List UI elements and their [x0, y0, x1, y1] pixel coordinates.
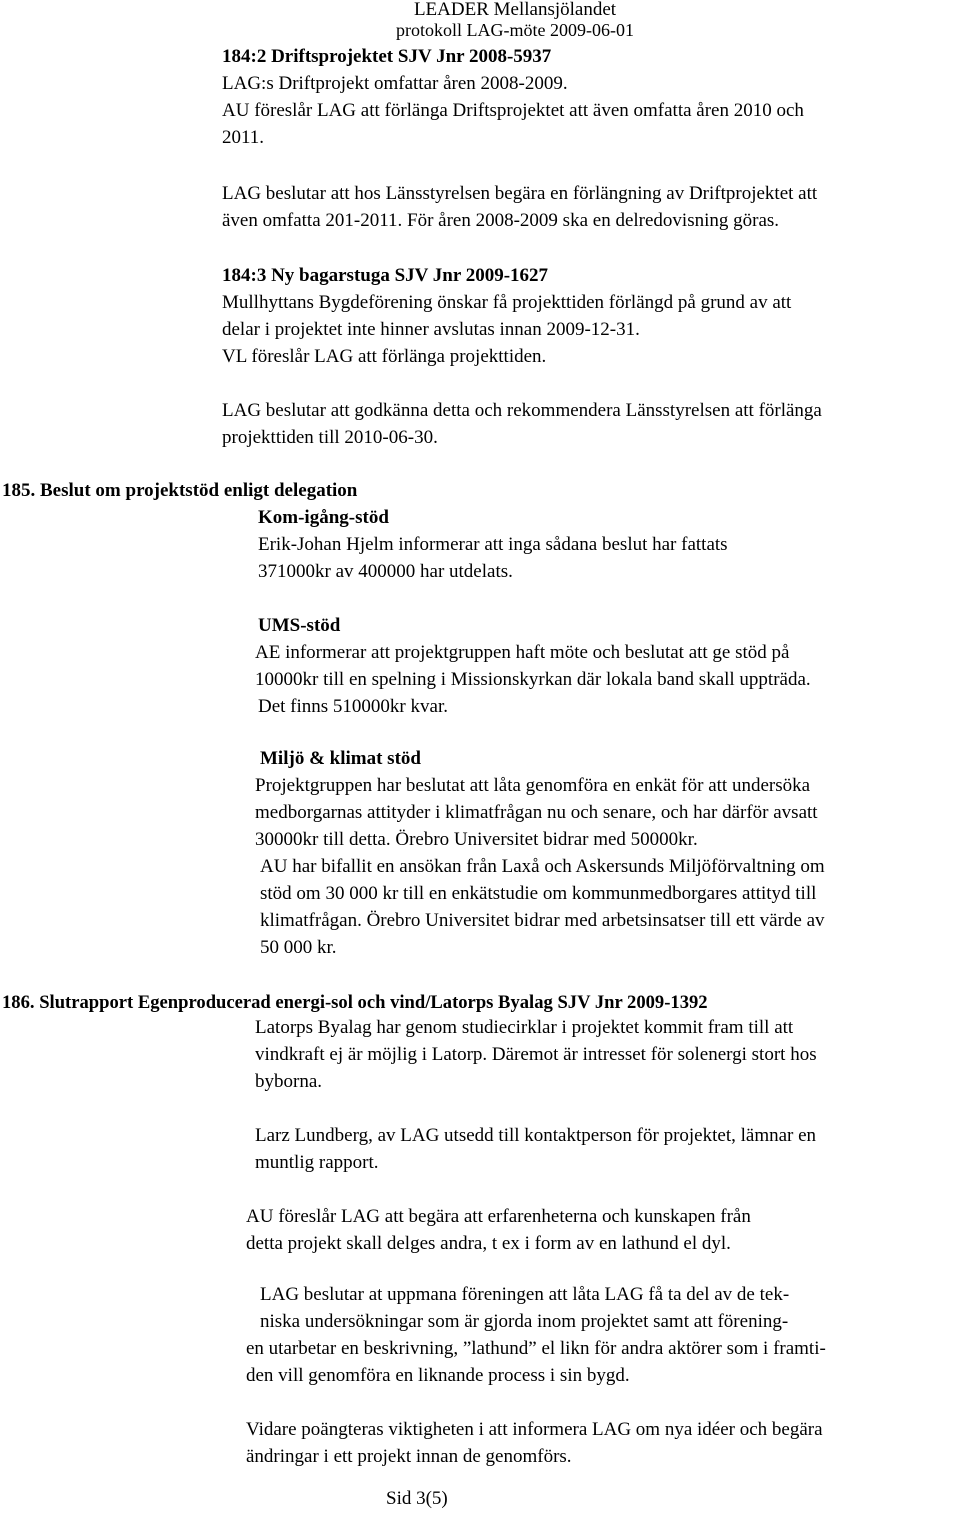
- text-line: Mullhyttans Bygdeförening önskar få projekttiden förlängd på grund av att: [222, 292, 792, 313]
- section-184-3: [222, 262, 791, 370]
- text-line: byborna.: [255, 1071, 323, 1092]
- text-line: medborgarnas attityder i klimatfrågan nu och senare, och har därför avsatt: [255, 802, 818, 823]
- text-line: projekttiden till 2010-06-30.: [222, 427, 438, 448]
- header-organisation: LEADER Mellansjölandet: [413, 0, 617, 20]
- section-186-report: [255, 1014, 817, 1095]
- text-line: AU föreslår LAG att förlänga Driftsprojektet att även omfatta åren 2010 och: [222, 100, 804, 121]
- text-line: den vill genomföra en liknande process i sin bygd.: [246, 1365, 630, 1386]
- section-184-2-decision: [222, 180, 817, 234]
- subsection-title: UMS-stöd: [258, 615, 341, 636]
- section-184-2: [222, 43, 804, 151]
- section-184-3-decision: [222, 397, 822, 451]
- section-title: 184:3 Ny bagarstuga SJV Jnr 2009-1627: [222, 265, 549, 286]
- subsection-title: Kom-igång-stöd: [258, 507, 389, 528]
- section-186-proposal: [246, 1203, 751, 1257]
- text-line: LAG beslutar att godkänna detta och rekommendera Länsstyrelsen att förlänga: [222, 400, 822, 421]
- text-line: Latorps Byalag har genom studiecirklar i projektet kommit fram till att: [255, 1017, 794, 1038]
- text-line: AE informerar att projektgruppen haft möte och beslutat att ge stöd på: [255, 642, 790, 663]
- text-line: 50 000 kr.: [260, 937, 337, 958]
- text-line: 2011.: [222, 127, 265, 148]
- section-title: 184:2 Driftsprojektet SJV Jnr 2008-5937: [222, 46, 552, 67]
- text-line: LAG:s Driftprojekt omfattar åren 2008-2009.: [222, 73, 568, 94]
- text-line: detta projekt skall delges andra, t ex i form av en lathund el dyl.: [246, 1233, 731, 1254]
- text-line: AU föreslår LAG att begära att erfarenheterna och kunskapen från: [246, 1206, 751, 1227]
- subsection-kom-igang: [258, 504, 728, 585]
- section-186-oral-report: [255, 1122, 816, 1176]
- text-line: Erik-Johan Hjelm informerar att inga sådana beslut har fattats: [258, 534, 728, 555]
- section-186-note: [246, 1416, 823, 1470]
- text-line: LAG beslutar att hos Länsstyrelsen begära en förlängning av Driftprojektet att: [222, 183, 818, 204]
- text-line: ändringar i ett projekt innan de genomförs.: [246, 1446, 572, 1467]
- page-number: Sid 3(5): [386, 1488, 448, 1509]
- subsection-ums: [255, 612, 811, 720]
- text-line: 371000kr av 400000 har utdelats.: [258, 561, 513, 582]
- text-line: Projektgruppen har beslutat att låta genomföra en enkät för att undersöka: [255, 775, 811, 796]
- text-line: vindkraft ej är möjlig i Latorp. Däremot är intresset för solenergi stort hos: [255, 1044, 817, 1065]
- section-185-title: 185. Beslut om projektstöd enligt delegation: [2, 480, 358, 501]
- text-line: niska undersökningar som är gjorda inom projektet samt att förening-: [260, 1311, 789, 1332]
- text-line: stöd om 30 000 kr till en enkätstudie om kommunmedborgares attityd till: [260, 883, 817, 904]
- text-line: AU har bifallit en ansökan från Laxå och Askersunds Miljöförvaltning om: [260, 856, 825, 877]
- text-line: delar i projektet inte hinner avslutas innan 2009-12-31.: [222, 319, 640, 340]
- text-line: Larz Lundberg, av LAG utsedd till kontaktperson för projektet, lämnar en: [255, 1125, 817, 1146]
- header-protocol: protokoll LAG-möte 2009-06-01: [396, 20, 634, 40]
- text-line: Vidare poängteras viktigheten i att informera LAG om nya idéer och begära: [246, 1419, 823, 1440]
- text-line: 30000kr till detta. Örebro Universitet bidrar med 50000kr.: [255, 829, 698, 850]
- text-line: LAG beslutar at uppmana föreningen att låta LAG få ta del av de tek-: [260, 1284, 790, 1305]
- text-line: klimatfrågan. Örebro Universitet bidrar med arbetsinsatser till ett värde av: [260, 910, 825, 931]
- text-line: 10000kr till en spelning i Missionskyrkan där lokala band skall uppträda.: [255, 669, 811, 690]
- text-line: muntlig rapport.: [255, 1152, 379, 1173]
- section-186-decision: [246, 1281, 826, 1389]
- text-line: även omfatta 201-2011. För åren 2008-2009 ska en delredovisning göras.: [222, 210, 780, 231]
- text-line: en utarbetar en beskrivning, ”lathund” el likn för andra aktörer som i framti-: [246, 1338, 826, 1359]
- subsection-title: Miljö & klimat stöd: [260, 748, 421, 769]
- text-line: Det finns 510000kr kvar.: [258, 696, 448, 717]
- text-line: VL föreslår LAG att förlänga projekttiden.: [222, 346, 547, 367]
- subsection-miljo-klimat: [255, 745, 825, 961]
- section-186-title: 186. Slutrapport Egenproducerad energi-sol och vind/Latorps Byalag SJV Jnr 2009-1392: [2, 992, 708, 1013]
